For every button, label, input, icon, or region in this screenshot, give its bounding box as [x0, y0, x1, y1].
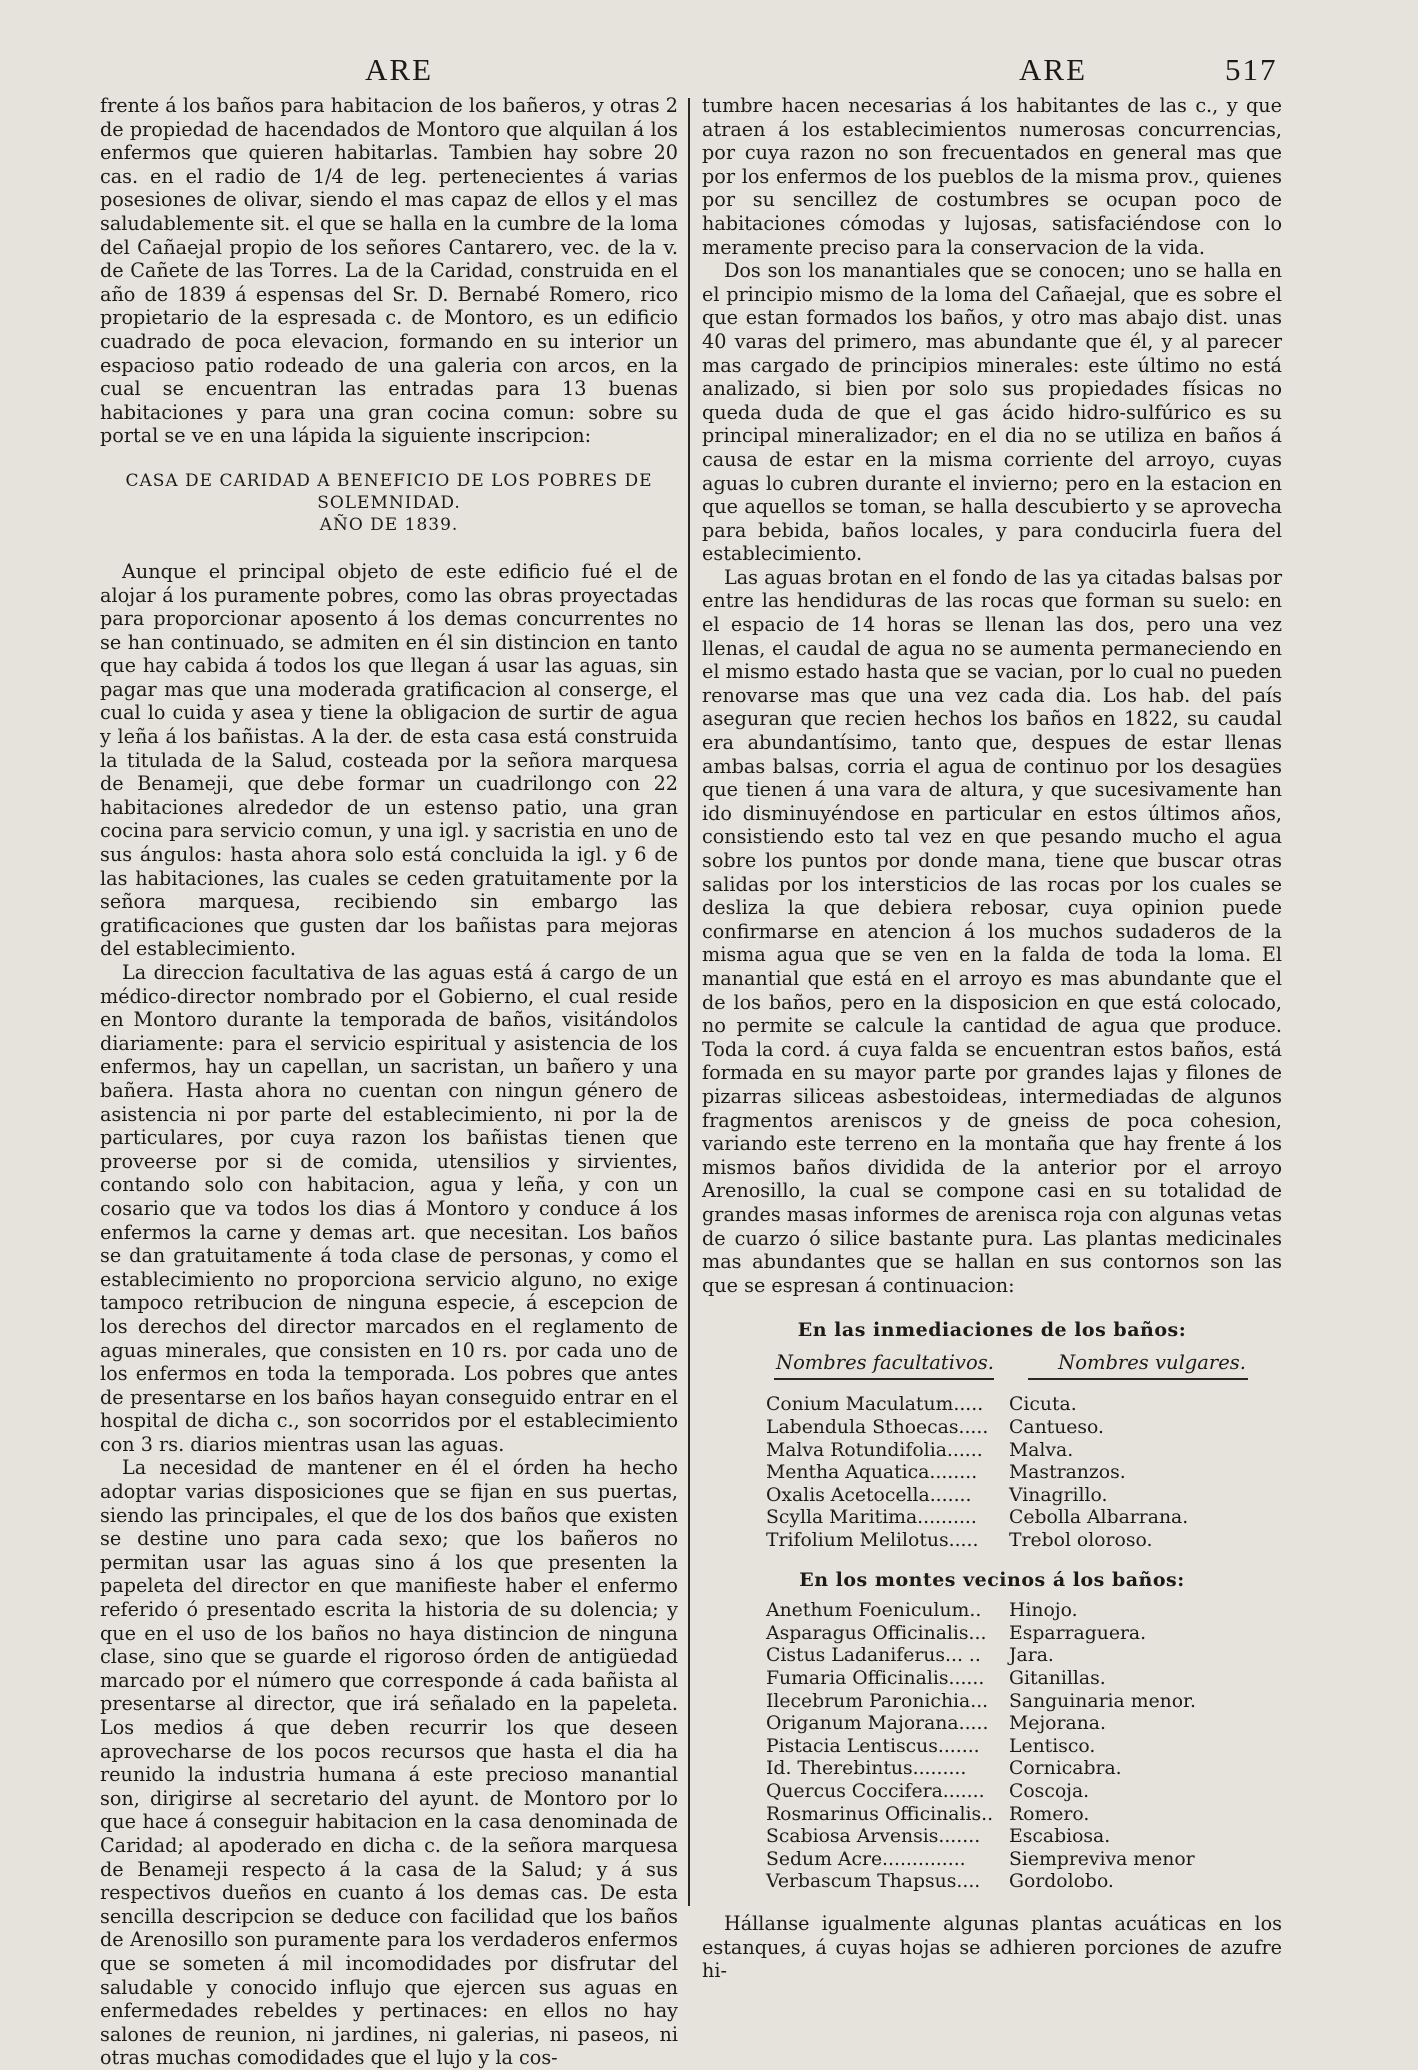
- plant-scientific-name: Pistacia Lentiscus.......: [766, 1735, 980, 1757]
- plant-row: [766, 1507, 1246, 1530]
- plant-scientific-name: Scylla Maritima..........: [766, 1507, 977, 1529]
- plant-row: [766, 1736, 1246, 1759]
- running-head-left: ARE: [365, 52, 433, 87]
- plant-row: [766, 1758, 1246, 1781]
- plant-scientific-name: Labendula Sthoecas.....: [766, 1417, 989, 1439]
- plant-scientific-name: Conium Maculatum.....: [766, 1394, 984, 1416]
- plant-scientific-name: Origanum Majorana.....: [766, 1713, 989, 1735]
- plant-row: [766, 1713, 1246, 1736]
- plant-row: [766, 1440, 1246, 1463]
- plant-scientific-name: Fumaria Officinalis......: [766, 1668, 985, 1689]
- plant-row: [766, 1849, 1246, 1872]
- column-divider: [688, 98, 690, 1906]
- plant-scientific-name: Malva Rotundifolia......: [766, 1439, 983, 1461]
- plant-row: [766, 1485, 1246, 1508]
- plant-scientific-name: Oxalis Acetocella.......: [766, 1484, 972, 1506]
- inscription-caption: [100, 470, 678, 536]
- plant-scientific-name: Quercus Coccifera.......: [766, 1780, 985, 1802]
- plant-common-name: Gitanillas.: [1009, 1668, 1106, 1689]
- plant-common-name: Cebolla Albarrana.: [1009, 1507, 1189, 1529]
- plant-row: [766, 1804, 1246, 1827]
- section-title-mountains: En los montes vecinos á los baños:: [799, 1568, 1185, 1591]
- plant-scientific-name: Scabiosa Arvensis.......: [766, 1826, 981, 1848]
- plant-row: [766, 1530, 1246, 1553]
- paragraph: Aunque el principal objeto de este edificio fué el de alojar á los puramente pobres, como las obras proyectadas para proporcionar aposento á los demas concurrentes no se han continuado, se admiten en él sin distincion en tanto que hay cabida á todos los que llegan á usar las aguas, sin pagar mas que una moderada gratificacion al conserge, el cual lo cuida y asea y tiene la obligacion de surtir de agua y leña á los bañistas. A la der. de esta casa está construida la titulada de la Salud, costeada por la señora marquesa de Benameji, que debe formar un cuadrilongo con 22 habitaciones alrededor de un estenso patio, una gran cocina para servicio comun, y una igl. y sacristia en uno de sus ángulos: hasta ahora solo está concluida la igl. y 6 de las habitaciones, las cuales se ceden gratuitamente por la señora marquesa, recibiendo sin embargo las gratificaciones que gusten dar los bañistas para mejoras del establecimiento.: [100, 559, 678, 961]
- right-column: [702, 94, 1282, 1983]
- plant-common-name: Vinagrillo.: [1009, 1484, 1108, 1506]
- plant-row: [766, 1871, 1246, 1894]
- plant-common-name: Mejorana.: [1009, 1713, 1106, 1735]
- inscription-line-2: AÑO DE 1839.: [319, 514, 459, 535]
- left-column: [100, 94, 678, 2070]
- heading-scientific-names: Nombres facultativos.: [776, 1350, 994, 1374]
- plant-row: [766, 1668, 1246, 1691]
- plant-common-name: Gordolobo.: [1009, 1871, 1114, 1893]
- plant-common-name: Jara.: [1009, 1645, 1054, 1667]
- plant-table-mountains: [766, 1600, 1246, 1894]
- plant-common-name: Hinojo.: [1009, 1600, 1078, 1622]
- running-head-right: ARE: [1019, 52, 1087, 87]
- plant-common-name: Malva.: [1009, 1439, 1074, 1461]
- plant-row: [766, 1600, 1246, 1623]
- heading-rules: [702, 1378, 1282, 1380]
- paragraph: La necesidad de mantener en él el órden ha hecho adoptar varias disposiciones que se fijan en sus puertas, siendo las principales, el que de los dos baños que existen se destine uno para cada sexo; que los bañeros no permitan usar las aguas sino á los que presenten la papeleta del director en que manifieste haber el enfermo referido ó presentado escrita la historia de su dolencia; y que en el uso de los baños no haya distincion de ninguna clase, sino que se guarde el rigoroso órden de antigüedad marcado por el número que corresponde á cada bañista al presentarse al director, que irá señalado en la papeleta. Los medios á que deben recurrir los que deseen aprovecharse de los pocos recursos que hasta el dia ha reunido la industria humana á este precioso manantial son, dirigirse al secretario del ayunt. de Montoro por lo que hace á conseguir habitacion en la casa denominada de Caridad; al apoderado en dicha c. de la señora marquesa de Benameji respecto á la casa de la Salud; y á sus respectivos dueños en cuanto á los demas cas. De esta sencilla descripcion se deduce con facilidad que los baños de Arenosillo son puramente para los verdaderos enfermos que se someten á mil incomodidades por disfrutar del saludable y conocido influjo que ejercen sus aguas en enfermedades rebeldes y pertinaces: en ellos no hay salones de reunion, ni jardines, ni galerias, ni paseos, ni otras muchas comodidades que el lujo y la cos-: [100, 1456, 678, 2070]
- inscription-line-1: CASA DE CARIDAD A BENEFICIO DE LOS POBRES DE SOLEMNIDAD.: [125, 470, 653, 513]
- paragraph-final: Hállanse igualmente algunas plantas acuáticas en los estanques, á cuyas hojas se adhieren porciones de azufre hi-: [702, 1911, 1282, 1983]
- section-title-near: En las inmediaciones de los baños:: [797, 1319, 1187, 1342]
- page-number: 517: [1225, 52, 1278, 87]
- paragraph: tumbre hacen necesarias á los habitantes de las c., y que atraen á los establecimientos numerosas concurrencias, por cuya razon no son frecuentados en general mas que por los enfermos de los pueblos de la misma prov., quienes por su sencillez de costumbres se ocupan poco de habitaciones cómodas y lujosas, satisfaciéndose con lo meramente preciso para la conservacion de la vida.: [702, 94, 1282, 259]
- plant-row: [766, 1462, 1246, 1485]
- plant-common-name: Cantueso.: [1009, 1417, 1105, 1439]
- paragraph: Las aguas brotan en el fondo de las ya citadas balsas por entre las hendiduras de las rocas que forman su suelo: en el espacio de 14 horas se llenan las dos, pero una vez llenas, el caudal de agua no se aumenta permaneciendo en el mismo estado hasta que se vacian, por lo cual no pueden renovarse mas que una vez cada dia. Los hab. del país aseguran que recien hechos los baños en 1822, su caudal era abundantísimo, tanto que, despues de estar llenas ambas balsas, corria el agua de continuo por los desagües que tienen á una vara de altura, y que sucesivamente han ido disminuyéndose en particular en estos últimos años, consistiendo esto tal vez en que pesando mucho el agua sobre los puntos por donde mana, tiene que buscar otras salidas por los intersticios de las rocas por los cuales se desliza la que debiera rebosar, cuya opinion puede confirmarse en atencion á los muchos sudaderos de la misma agua que se ven en la falda de toda la loma. El manantial que está en el arroyo es mas abundante que el de los baños, pero en la disposicion en que está colocado, no permite se calcule la cantidad de agua que produce. Toda la cord. á cuya falda se encuentran estos baños, está formada en su mayor parte por grandes lajas y filones de pizarras siliceas asbestoideas, intermediadas de algunos fragmentos areniscos y de gneiss de poca cohesion, variando este terreno en la montaña que hay frente á los mismos baños dividida de la anterior por el arroyo Arenosillo, la cual se compone casi en su totalidad de grandes masas informes de arenisca roja con algunas vetas de cuarzo ó silice bastante pura. Las plantas medicinales mas abundantes que se hallan en sus contornos son las que se espresan á continuacion:: [702, 565, 1282, 1297]
- paragraph: Dos son los manantiales que se conocen; uno se halla en el principio mismo de la loma del Cañaejal, que es sobre el que estan formados los baños, y otro mas abajo dist. unas 40 varas del primero, mas abundante que él, y al parecer mas cargado de principios minerales: este último no está analizado, si bien por solo sus propiedades físicas no queda duda de que el gas ácido hidro-sulfúrico es su principal mineralizador; en el dia no se utiliza en baños á causa de estar en la misma corriente del arroyo, cuyas aguas lo cubren durante el invierno; pero en la estacion en que aquellos se toman, se halla descubierto y se aprovecha para bebida, baños locales, y para conducirla fuera del establecimiento.: [702, 259, 1282, 566]
- plant-scientific-name: Mentha Aquatica........: [766, 1462, 978, 1484]
- plant-scientific-name: Ilecebrum Paronichia...: [766, 1690, 989, 1712]
- plant-row: [766, 1645, 1246, 1668]
- plant-scientific-name: Trifolium Melilotus.....: [766, 1530, 979, 1552]
- plant-common-name: Lentisco.: [1009, 1735, 1096, 1757]
- plant-common-name: Esparraguera.: [1009, 1622, 1147, 1644]
- plant-common-name: Coscoja.: [1009, 1780, 1090, 1802]
- plant-common-name: Sanguinaria menor.: [1009, 1690, 1196, 1712]
- plant-common-name: Escabiosa.: [1009, 1826, 1111, 1848]
- plant-row: [766, 1826, 1246, 1849]
- plant-common-name: Romero.: [1009, 1803, 1090, 1825]
- table-column-headings: [702, 1351, 1282, 1375]
- plant-row: [766, 1781, 1246, 1804]
- paragraph-intro: frente á los baños para habitacion de los bañeros, y otras 2 de propiedad de hacendados de Montoro que alquilan á los enfermos que quieren habitarlas. Tambien hay sobre 20 cas. en el radio de 1/4 de leg. pertenecientes á varias posesiones de olivar, siendo el mas capaz de ellos y el mas saludablemente sit. el que se halla en la cumbre de la loma del Cañaejal propio de los señores Cantarero, vec. de la v. de Cañete de las Torres. La de la Caridad, construida en el año de 1839 á espensas del Sr. D. Bernabé Romero, rico propietario de la espresada c. de Montoro, es un edificio cuadrado de poca elevacion, formando en su interior un espacioso patio rodeado de una galeria con arcos, en la cual se encuentran las entradas para 13 buenas habitaciones y para una gran cocina comun: sobre su portal se ve en una lápida la siguiente inscripcion:: [100, 94, 678, 448]
- heading-common-names: Nombres vulgares.: [1058, 1350, 1246, 1374]
- plant-common-name: Cicuta.: [1009, 1394, 1077, 1416]
- plant-common-name: Trebol oloroso.: [1009, 1530, 1153, 1552]
- plant-scientific-name: Asparagus Officinalis...: [766, 1622, 987, 1644]
- paragraph: La direccion facultativa de las aguas está á cargo de un médico-director nombrado por el Gobierno, el cual reside en Montoro durante la temporada de baños, visitándolos diariamente: para el servicio espiritual y asistencia de los enfermos, hay un capellan, un sacristan, un bañero y una bañera. Hasta ahora no cuentan con ningun género de asistencia ni por parte del establecimiento, ni por la de particulares, por cuya razon los bañistas tienen que proveerse por si de comida, utensilios y sirvientes, contando solo con habitacion, agua y leña, y con un cosario que va todos los dias á Montoro y conduce á los enfermos la carne y demas art. que necesitan. Los baños se dan gratuitamente á toda clase de personas, y como el establecimiento no proporciona servicio alguno, no exige tampoco retribucion de ninguna especie, á escepcion de los derechos del director marcados en el reglamento de aguas minerales, que consisten en 10 rs. por cada uno de los enfermos en toda la temporada. Los pobres que antes de presentarse en los baños hayan conseguido entrar en el hospital de dicha c., son socorridos por el establecimiento con 3 rs. diarios mientras usan las aguas.: [100, 961, 678, 1456]
- plant-scientific-name: Verbascum Thapsus....: [766, 1871, 981, 1893]
- plant-row: [766, 1394, 1246, 1417]
- plant-row: [766, 1691, 1246, 1714]
- plant-row: [766, 1623, 1246, 1646]
- plant-scientific-name: Cistus Ladaniferus... ..: [766, 1645, 981, 1667]
- plant-row: [766, 1417, 1246, 1440]
- plant-scientific-name: Anethum Foeniculum..: [766, 1600, 982, 1622]
- plant-table-near: [766, 1394, 1246, 1552]
- plant-scientific-name: Rosmarinus Officinalis..: [766, 1803, 994, 1825]
- plant-common-name: Cornicabra.: [1009, 1758, 1122, 1780]
- plant-common-name: Mastranzos.: [1009, 1462, 1126, 1484]
- plant-common-name: Siempreviva menor: [1009, 1848, 1195, 1870]
- plant-scientific-name: Id. Therebintus.........: [766, 1758, 967, 1780]
- plant-scientific-name: Sedum Acre..............: [766, 1848, 966, 1870]
